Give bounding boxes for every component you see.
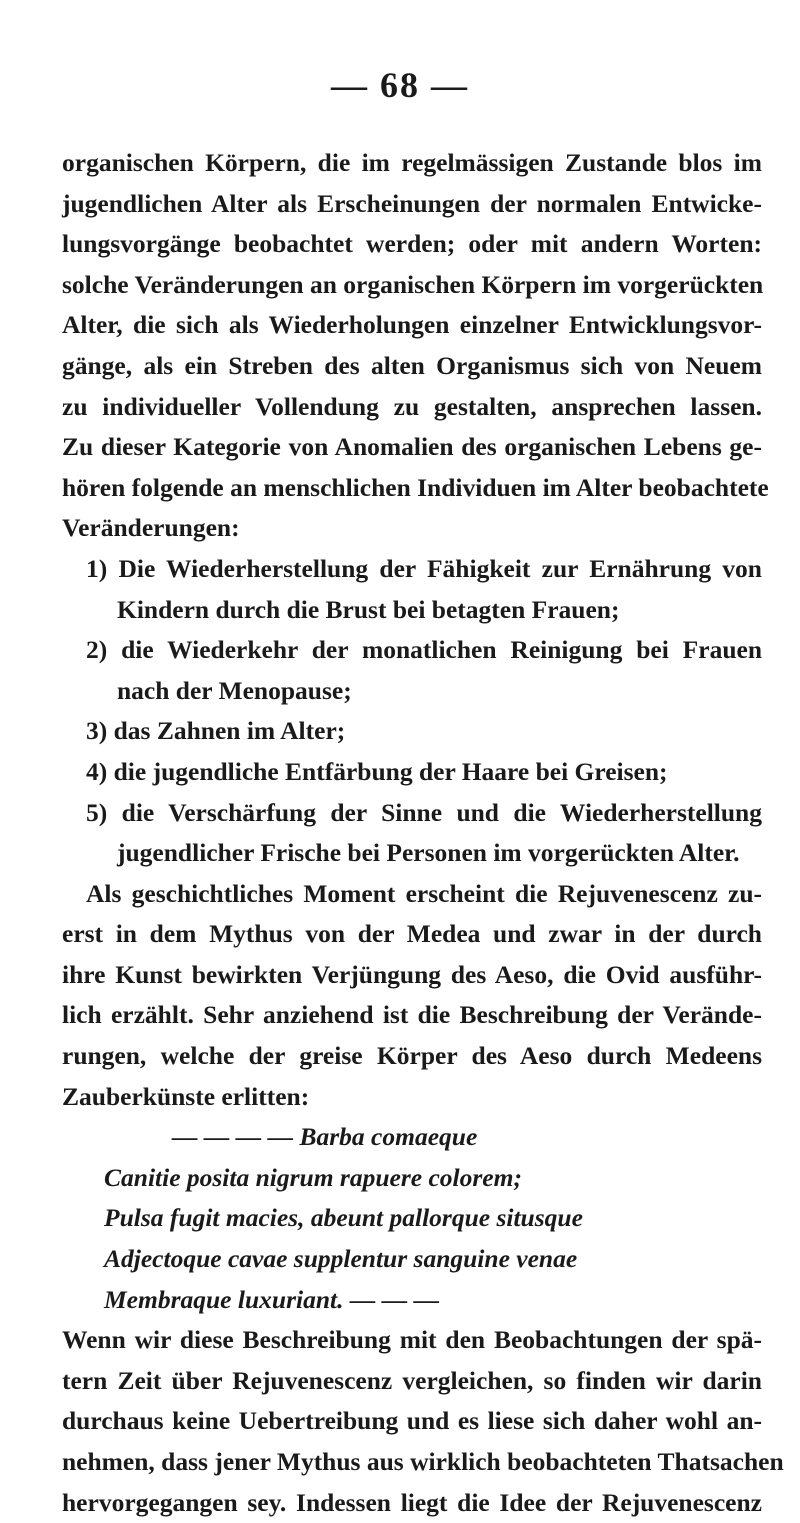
paragraph-start: Als geschichtliches Moment erscheint die Rejuvenescenz zu- [86, 878, 762, 908]
text-line: hervorgegangen sey. Indessen liegt die Idee der Rejuvenescenz [62, 1487, 762, 1517]
text-line: lich erzählt. Sehr anziehend ist die Beschreibung der Verände- [62, 1000, 762, 1030]
list-item: 2) die Wiederkehr der monatlichen Reinigung bei Frauen [86, 635, 762, 665]
list-item: 5) die Verschärfung der Sinne und die Wiederherstellung [86, 797, 762, 827]
text-line: lungsvorgänge beobachtet werden; oder mit andern Worten: [62, 229, 762, 259]
text-line: hören folgende an menschlichen Individuen im Alter beobachtete [62, 472, 769, 502]
text-line: durchaus keine Uebertreibung und es liese sich daher wohl an- [62, 1406, 762, 1436]
text-line: Wenn wir diese Beschreibung mit den Beobachtungen der spä- [62, 1325, 762, 1355]
text-line: Alter, die sich als Wiederholungen einzelner Entwicklungsvor- [62, 310, 762, 340]
list-item-continuation: nach der Menopause; [117, 675, 352, 705]
list-item-continuation: jugendlicher Frische bei Personen im vorgerückten Alter. [117, 838, 740, 868]
page-number: — 68 — [331, 65, 469, 105]
text-line: organischen Körpern, die im regelmässigen Zustande blos im [62, 148, 762, 177]
verse-line: — — — — Barba comaeque [172, 1122, 478, 1152]
text-line: ihre Kunst bewirkten Verjüngung des Aeso, die Ovid ausführ- [62, 959, 762, 989]
body-text [62, 143, 784, 1523]
text-line: Veränderungen: [62, 513, 240, 543]
text-line: tern Zeit über Rejuvenescenz vergleichen, so finden wir darin [62, 1365, 762, 1395]
text-line: erst in dem Mythus von der Medea und zwar in der durch [62, 919, 762, 949]
text-line: jugendlichen Alter als Erscheinungen der normalen Entwicke- [62, 188, 762, 218]
text-line: Zauberkünste erlitten: [62, 1081, 310, 1111]
text-line: nehmen, dass jener Mythus aus wirklich beobachteten Thatsachen [62, 1447, 784, 1476]
text-line: zu individueller Vollendung zu gestalten, ansprechen lassen. [62, 391, 762, 421]
list-item-continuation: Kindern durch die Brust bei betagten Frauen; [117, 594, 620, 624]
list-item: 4) die jugendliche Entfärbung der Haare bei Greisen; [86, 756, 668, 786]
list-item: 3) das Zahnen im Alter; [86, 716, 346, 746]
verse-line: Membraque luxuriant. — — — [104, 1284, 440, 1314]
text-line: gänge, als ein Streben des alten Organismus sich von Neuem [62, 350, 762, 380]
verse-line: Pulsa fugit macies, abeunt pallorque situsque [104, 1203, 583, 1233]
text-line: solche Veränderungen an organischen Körpern im vorgerückten [62, 269, 764, 299]
text-line: Zu dieser Kategorie von Anomalien des organischen Lebens ge- [62, 432, 762, 462]
list-item: 1) Die Wiederherstellung der Fähigkeit zur Ernährung von [86, 553, 762, 583]
verse-line: Canitie posita nigrum rapuere colorem; [104, 1162, 522, 1192]
text-line: rungen, welche der greise Körper des Aeso durch Medeens [62, 1041, 762, 1071]
verse-line: Adjectoque cavae supplentur sanguine venae [104, 1244, 578, 1274]
